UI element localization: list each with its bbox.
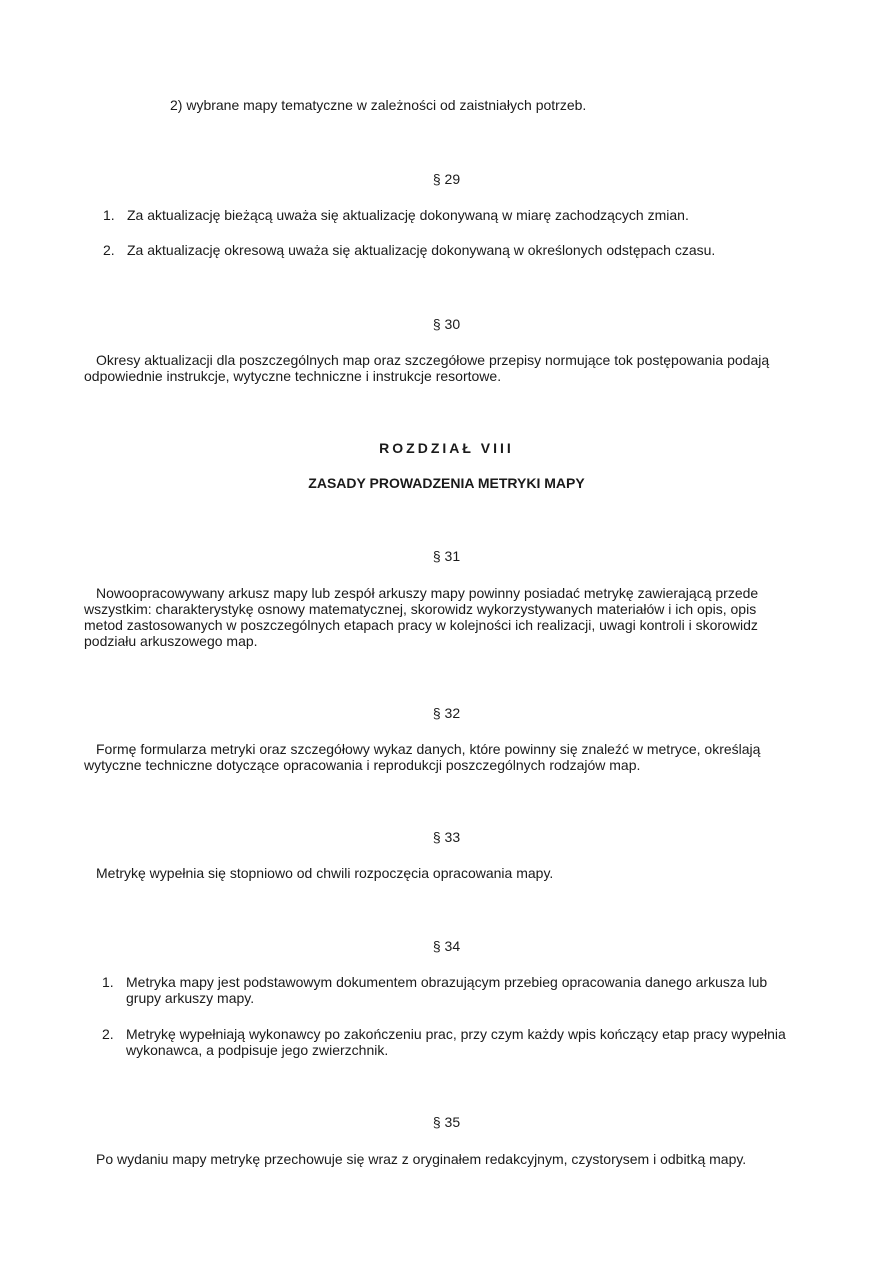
item-text-line-1: Metryka mapy jest podstawowym dokumentem obrazującym przebieg opracowania danego arkusza lub [126,974,768,990]
section-33-line-1: Metrykę wypełnia się stopniowo od chwili rozpoczęcia opracowania mapy. [96,865,554,881]
section-30-line-1: Okresy aktualizacji dla poszczególnych map oraz szczegółowe przepisy normujące tok postępowania podają [96,352,770,368]
item-text-line-2: grupy arkuszy mapy. [126,990,255,1006]
item-text: Za aktualizację okresową uważa się aktualizację dokonywaną w określonych odstępach czasu. [127,242,716,258]
section-33-heading: § 33 [432,829,461,845]
section-32-line-1: Formę formularza metryki oraz szczegółowy wykaz danych, które powinny się znaleźć w metryce, określają [96,741,761,757]
item-number: 1. [102,974,114,990]
section-32-heading: § 32 [432,705,461,721]
item-number: 2. [103,242,115,258]
item-text-line-2: wykonawca, a podpisuje jego zwierzchnik. [126,1042,389,1058]
chapter-title: ZASADY PROWADZENIA METRYKI MAPY [308,475,585,491]
list-item-intro [170,97,820,113]
section-31-line-4: podziału arkuszowego map. [84,633,258,649]
section-30-line-2: odpowiednie instrukcje, wytyczne techniczne i instrukcje resortowe. [84,368,502,384]
section-31-line-3: metod zastosowanych w poszczególnych etapach pracy w kolejności ich realizacji, uwagi kontroli i skorowidz [84,617,758,633]
section-35-heading: § 35 [432,1114,461,1130]
section-31-line-1: Nowoopracowywany arkusz mapy lub zespół arkuszy mapy powinny posiadać metrykę zawierającą przede [96,585,759,601]
chapter-label: ROZDZIAŁ VIII [379,440,514,456]
item-text-line-1: Metrykę wypełniają wykonawcy po zakończeniu prac, przy czym każdy wpis kończący etap pracy wypełnia [126,1026,786,1042]
section-30-heading: § 30 [432,316,461,332]
section-29-heading: § 29 [432,171,461,187]
section-35-line-1: Po wydaniu mapy metrykę przechowuje się wraz z oryginałem redakcyjnym, czystorysem i odbitką mapy. [96,1151,747,1167]
section-31-line-2: wszystkim: charakterystykę osnowy matematycznej, skorowidz wykorzystywanych materiałów i ich opis, opis [84,601,757,617]
section-31-heading: § 31 [432,548,461,564]
item-number: 2. [102,1026,114,1042]
intro-text: 2) wybrane mapy tematyczne w zależności od zaistniałych potrzeb. [170,97,587,113]
item-number: 1. [103,207,115,223]
item-text: Za aktualizację bieżącą uważa się aktualizację dokonywaną w miarę zachodzących zmian. [127,207,689,223]
section-34-heading: § 34 [432,938,461,954]
section-32-line-2: wytyczne techniczne dotyczące opracowania i reprodukcji poszczególnych rodzajów map. [84,757,641,773]
